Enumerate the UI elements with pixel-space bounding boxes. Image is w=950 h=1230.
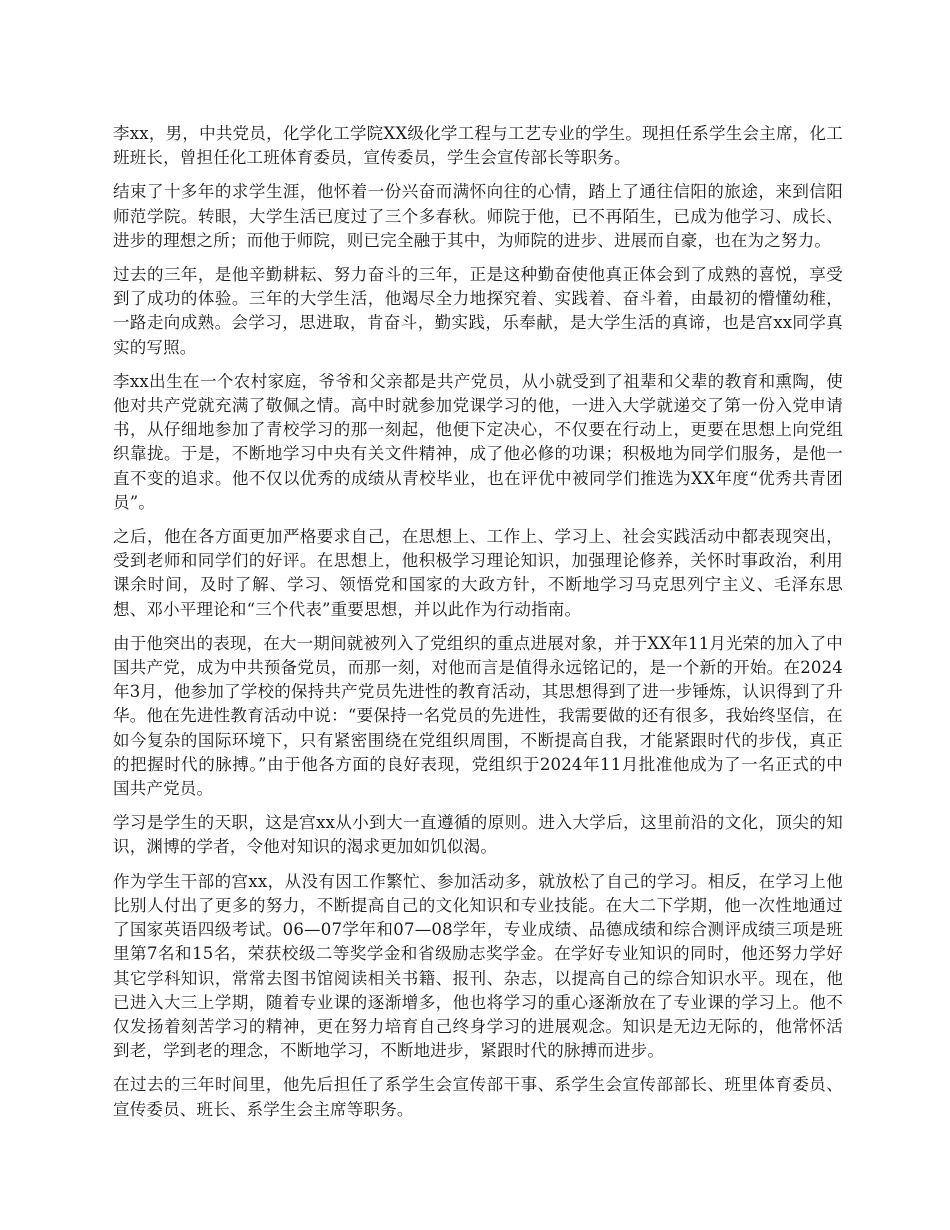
paragraph-three-years: 过去的三年，是他辛勤耕耘、努力奋斗的三年，正是这种勤奋使他真正体会到了成熟的喜悦，享受到了成功的体验。三年的大学生活，他竭尽全力地探究着、实践着、奋斗着，由最初的懵懂幼稚，一路走向成熟。会学习，思进取，肯奋斗，勤实践，乐奉献，是大学生活的真谛，也是宫xx同学真实的写照。 <box>113 265 843 357</box>
paragraph-ideology: 之后，他在各方面更加严格要求自己，在思想上、工作上、学习上、社会实践活动中都表现突出，受到老师和同学们的好评。在思想上，他积极学习理论知识，加强理论修养，关怀时事政治，利用课余时间，及时了解、学习、领悟党和国家的大政方针，不断地学习马克思列宁主义、毛泽东思想、邓小平理论和“三个代表”重要思想，并以此作为行动指南。 <box>113 527 843 619</box>
document-body <box>113 122 843 1132</box>
paragraph-party-membership: 由于他突出的表现，在大一期间就被列入了党组织的重点进展对象，并于XX年11月光荣的加入了中国共产党，成为中共预备党员，而那一刻，对他而言是值得永远铭记的，是一个新的开始。在2024年3月，他参加了学校的保持共产党员先进性的教育活动，其思想得到了进一步锤炼，认识得到了升华。他在先进性教育活动中说：“要保持一名党员的先进性，我需要做的还有很多，我始终坚信，在如今复杂的国际环境下，只有紧密围绕在党组织周围，不断提高自我，才能紧跟时代的步伐，真正的把握时代的脉搏。”由于他各方面的良好表现，党组织于2024年11月批准他成为了一名正式的中国共产党员。 <box>113 633 843 799</box>
paragraph-study-principle: 学习是学生的天职，这是宫xx从小到大一直遵循的原则。进入大学后，这里前沿的文化，顶尖的知识，渊博的学者，令他对知识的渴求更加如饥似渴。 <box>113 813 843 857</box>
paragraph-arrival: 结束了十多年的求学生涯，他怀着一份兴奋而满怀向往的心情，踏上了通往信阳的旅途，来到信阳师范学院。转眼，大学生活已度过了三个多春秋。师院于他，已不再陌生，已成为他学习、成长、进步的理想之所；而他于师院，则已完全融于其中，为师院的进步、进展而自豪，也在为之努力。 <box>113 182 843 250</box>
paragraph-intro: 李xx，男，中共党员，化学化工学院XX级化学工程与工艺专业的学生。现担任系学生会主席，化工班班长，曾担任化工班体育委员，宣传委员，学生会宣传部长等职务。 <box>113 124 843 168</box>
paragraph-academic-achievements: 作为学生干部的宫xx，从没有因工作繁忙、参加活动多，就放松了自己的学习。相反，在学习上他比别人付出了更多的努力，不断提高自己的文化知识和专业技能。在大二下学期，他一次性地通过了国家英语四级考试。06—07学年和07—08学年，专业成绩、品德成绩和综合测评成绩三项是班里第7名和15名，荣获校级二等奖学金和省级励志奖学金。在学好专业知识的同时，他还努力学好其它学科知识，常常去图书馆阅读相关书籍、报刊、杂志，以提高自己的综合知识水平。现在，他已进入大三上学期，随着专业课的逐渐增多，他也将学习的重心逐渐放在了专业课的学习上。他不仅发扬着刻苦学习的精神，更在努力培育自己终身学习的进展观念。知识是无边无际的，他常怀活到老，学到老的理念，不断地学习，不断地进步，紧跟时代的脉搏而进步。 <box>113 871 843 1061</box>
paragraph-positions-held: 在过去的三年时间里，他先后担任了系学生会宣传部干事、系学生会宣传部部长、班里体育委员、宣传委员、班长、系学生会主席等职务。 <box>113 1075 843 1119</box>
paragraph-family-background: 李xx出生在一个农村家庭，爷爷和父亲都是共产党员，从小就受到了祖辈和父辈的教育和熏陶，使他对共产党就充满了敬佩之情。高中时就参加党课学习的他，一进入大学就递交了第一份入党申请书，从仔细地参加了青校学习的那一刻起，他便下定决心，不仅要在行动上，更要在思想上向党组织靠拢。于是，不断地学习中央有关文件精神，成了他必修的功课；积极地为同学们服务，是他一直不变的追求。他不仅以优秀的成绩从青校毕业，也在评优中被同学们推选为XX年度“优秀共青团员”。 <box>113 371 843 512</box>
